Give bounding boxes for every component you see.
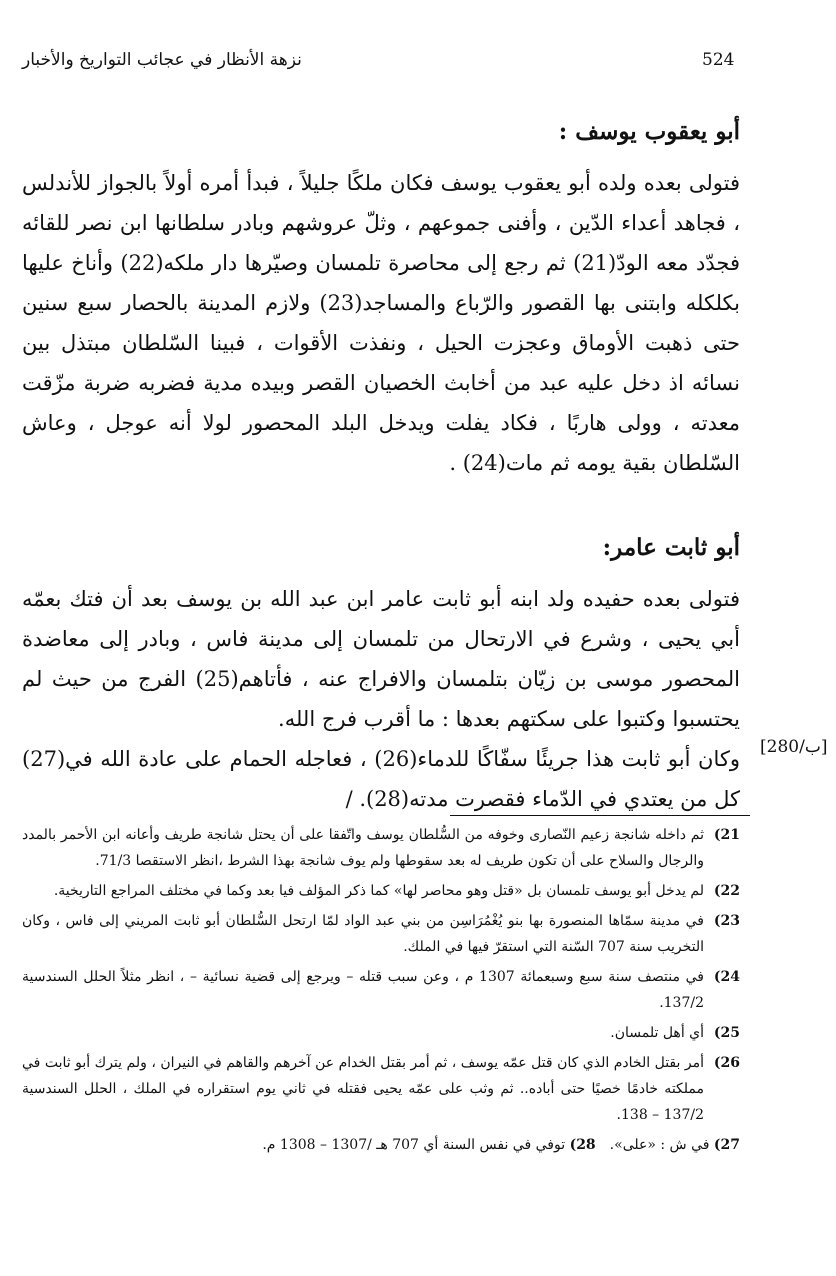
paragraph: وكان أبو ثابت هذا جريئًا سفّاكًا للدماء(26) ، فعاجله الحمام على عادة الله في(27) كل من يعتدي في الدّماء فقصرت مدته(28). / [22,747,740,811]
footnote-text: في ش : «على». [609,1137,710,1153]
footnote-text: ثم داخله شانجة زعيم النّصارى وخوفه من السُّلطان يوسف واتّفقا على أن يحتل شانجة طريف وأعانه ابن الأحمر بالمدد والرجال والسلاح على أن تكون طريف له بعد سقوطها ولم يوف شانجة بهذا الشرط ،انظر الاستقصا 71/3. [22,827,704,869]
footnote-number: 28) [569,1137,596,1153]
footnote-divider [450,815,750,816]
footnote-number: 22) [713,883,740,899]
footnote [262,1132,595,1158]
running-title: نزهة الأنظار في عجائب التواريخ والأخبار [22,50,302,70]
footnotes [22,822,740,1158]
footnote-pair [22,1132,740,1158]
footnote-number: 24) [713,969,740,985]
footnote [22,964,740,1016]
footnote-number: 21) [713,827,740,843]
footnote-text: توفي في نفس السنة أي 707 هـ /1307 – 1308 م. [262,1137,566,1153]
footnote [610,1132,740,1158]
section-title: أبو يعقوب يوسف : [558,118,740,145]
footnote-text: في مدينة سمّاها المنصورة بها بنو يُغْمُرَاسِن من بني عبد الواد لمّا ارتحل السُّلطان أبو ثابت المريني إلى فاس ، وكان التخريب سنة 707 السّنة التي استقرّ فيها في الملك. [22,913,704,955]
paragraph: فتولى بعده حفيده ولد ابنه أبو ثابت عامر ابن عبد الله بن يوسف بعد أن فتك بعمّه أبي يحيى ، وشرع في الارتحال من تلمسان إلى مدينة فاس ، وبادر إلى معاضدة المحصور موسى بن زيّان بتلمسان والافراج عنه ، فأتاهم(25) الفرج من حيث لم يحتسبوا وكتبوا على سكتهم بعدها : ما أقرب فرج الله. [22,587,740,731]
footnote [22,1020,740,1046]
section-abu-thabit [22,534,740,819]
header [22,50,740,80]
page-number: 524 [702,50,735,70]
footnote-number: 26) [713,1055,740,1071]
footnote-text: أمر بقتل الخادم الذي كان قتل عمّه يوسف ، ثم أمر بقتل الخدام عن آخرهم والقاهم في النيران ، ولم يترك أبو ثابت في مملكته خادمًا خصيًا حتى أباده.. ثم وثب على عمّه يحيى فقتله في ثاني يوم استقراره في الملك ، الحلل السندسية 137/2 – 138. [22,1055,704,1123]
section-title: أبو ثابت عامر: [602,534,740,561]
section-abu-yaqub [22,118,740,483]
footnote-text: أي أهل تلمسان. [610,1025,704,1041]
margin-folio-note: [280/ب] [760,737,828,757]
footnote [22,822,740,874]
footnote-text: لم يدخل أبو يوسف تلمسان بل «قتل وهو محاصر لها» كما ذكر المؤلف فيا بعد وكما في مختلف المراجع التاريخية. [53,883,704,899]
footnote [22,878,740,904]
footnote-number: 25) [713,1025,740,1041]
paragraph: فتولى بعده ولده أبو يعقوب يوسف فكان ملكًا جليلاً ، فبدأ أمره أولاً بالجواز للأندلس ، فجاهد أعداء الدّين ، وأفنى جموعهم ، وثلّ عروشهم وبادر سلطانها ابن نصر للقائه فجدّد معه الودّ(21) ثم رجع إلى محاصرة تلمسان وصيّرها دار ملكه(22) وأناخ عليها بكلكله وابتنى بها القصور والرّباع والمساجد(23) ولازم المدينة بالحصار سبع سنين حتى ذهبت الأوماق وعجزت الحيل ، ونفذت الأقوات ، فبينا السّلطان مبتذل بين نسائه اذ دخل عليه عبد من أخابث الخصيان القصر وبيده مدية فضربه ضربة مزّقت معدته ، وولى هاربًا ، فكاد يفلت ويدخل البلد المحصور لولا أنه عوجل ، وعاش السّلطان بقية يومه ثم مات(24) . [22,171,741,475]
footnote-number: 23) [713,913,740,929]
footnote-text: في منتصف سنة سبع وسبعمائة 1307 م ، وعن سبب قتله – ويرجع إلى قضية نسائية – ، انظر مثلاً الحلل السندسية 137/2. [22,969,704,1011]
footnote-number: 27) [713,1137,740,1153]
footnote [22,908,740,960]
footnote [22,1050,740,1128]
